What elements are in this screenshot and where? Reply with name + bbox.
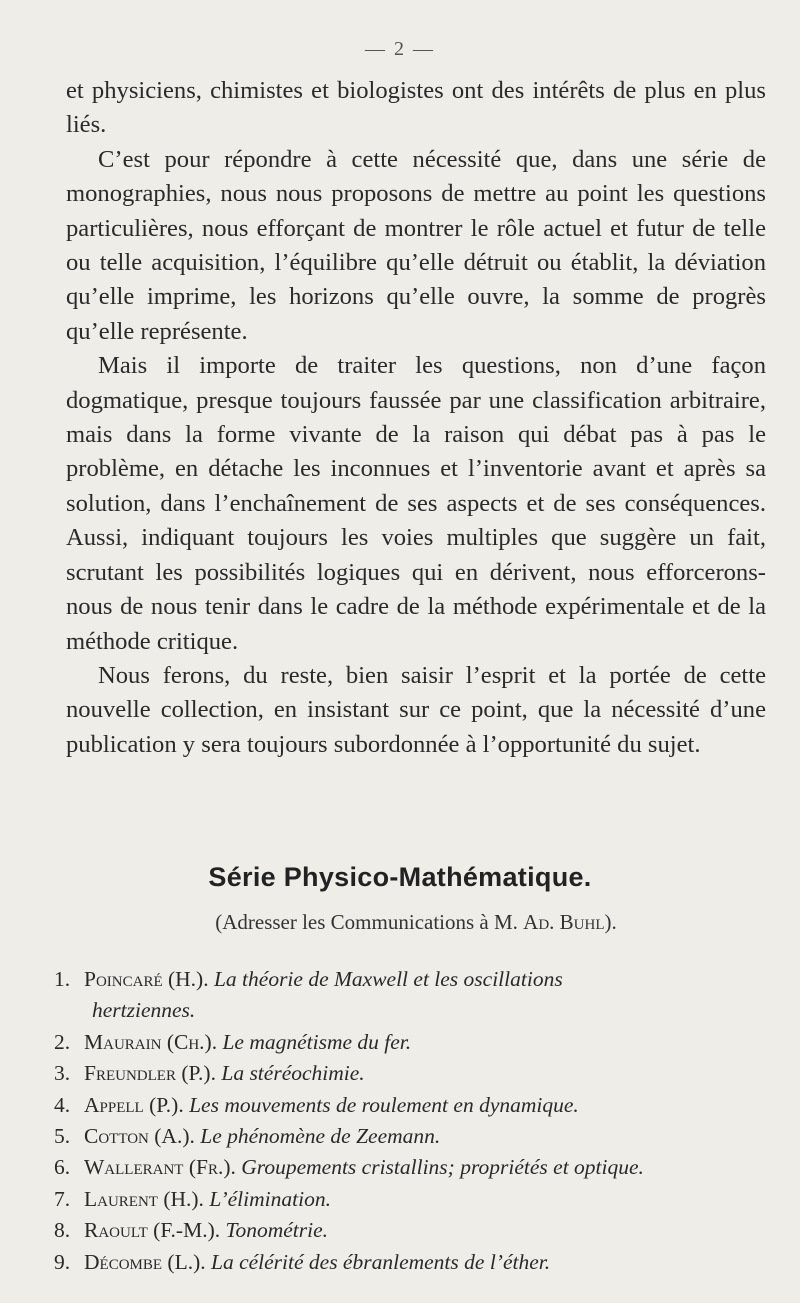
item-number: 9. xyxy=(54,1249,71,1274)
list-item xyxy=(54,1184,774,1215)
item-author: Cotton (A.). xyxy=(84,1124,195,1149)
body-text xyxy=(66,74,766,762)
list-item xyxy=(54,1058,774,1089)
item-title: Tonométrie. xyxy=(225,1218,329,1243)
item-number: 1. xyxy=(54,967,71,991)
paragraph-1: et physiciens, chimistes et biologistes ont des intérêts de plus en plus liés. xyxy=(66,77,766,139)
item-title: Le phénomène de Zeemann. xyxy=(200,1124,441,1149)
series-title: Série Physico-Mathématique. xyxy=(208,862,592,892)
item-title: La stéréochimie. xyxy=(221,1061,365,1086)
item-title: La célérité des ébranlements de l’éther. xyxy=(210,1249,551,1274)
item-title: Groupements cristallins; propriétés et optique. xyxy=(241,1155,644,1180)
item-author: Maurain (Ch.). xyxy=(84,1029,218,1054)
list-item xyxy=(54,1152,774,1183)
list-item xyxy=(54,1121,774,1152)
address-suffix: ). xyxy=(604,910,617,934)
item-number: 8. xyxy=(54,1218,71,1243)
item-title: Le magnétisme du fer. xyxy=(222,1029,412,1054)
item-author: Décombe (L.). xyxy=(84,1249,206,1274)
address-prefix: (Adresser les Communications à M. xyxy=(215,910,524,934)
item-title: La théorie de Maxwell et les oscillations xyxy=(213,967,563,991)
paragraph-2: C’est pour répondre à cette nécessité que, dans une série de monographies, nous nous proposons de mettre au point les questions particulières, nous efforçant de montrer le rôle actuel et futur de telle ou telle acquisition, l’équilibre qu’elle détruit ou établit, la déviation qu’elle imprime, les horizons qu’elle ouvre, la somme de progrès qu’elle représente. xyxy=(66,145,766,345)
list-item xyxy=(54,1090,774,1121)
list-item xyxy=(54,1027,774,1058)
item-author: Appell (P.). xyxy=(84,1092,184,1117)
item-number: 3. xyxy=(54,1061,71,1086)
item-author: Poincaré (H.). xyxy=(84,967,209,991)
item-title: L’élimination. xyxy=(209,1186,331,1211)
paragraph-3: Mais il importe de traiter les questions, non d’une façon dogmatique, presque toujours faussée par une classification arbitraire, mais dans la forme vivante de la raison qui débat pas à pas le problème, en détache les inconnues et l’inventorie avant et après sa solution, dans l’enchaînement de ses aspects et de ses conséquences. Aussi, indiquant toujours les voies multiples que suggère un fait, scrutant les possibilités logiques qui en dérivent, nous efforcerons-nous de nous tenir dans le cadre de la méthode expérimentale et de la méthode critique. xyxy=(66,352,766,655)
series-address-note xyxy=(66,910,766,935)
item-number: 2. xyxy=(54,1029,71,1054)
item-author: Raoult (F.-M.). xyxy=(84,1218,221,1243)
item-title-continuation: hertziennes. xyxy=(92,998,196,1023)
item-title: Les mouvements de roulement en dynamique. xyxy=(189,1092,579,1117)
item-author: Laurent (H.). xyxy=(84,1186,204,1211)
item-number: 4. xyxy=(54,1092,71,1117)
monograph-list xyxy=(54,964,774,1278)
list-item xyxy=(54,964,774,1027)
item-author: Freundler (P.). xyxy=(84,1061,216,1086)
item-number: 5. xyxy=(54,1124,71,1149)
list-item xyxy=(54,1247,774,1278)
item-author: Wallerant (Fr.). xyxy=(84,1155,236,1180)
paragraph-4: Nous ferons, du reste, bien saisir l’esprit et la portée de cette nouvelle collection, en insistant sur ce point, que la nécessité d’une publication y sera toujours subordonnée à l’opportunité du sujet. xyxy=(66,661,766,758)
list-item xyxy=(54,1215,774,1246)
item-number: 6. xyxy=(54,1155,71,1180)
item-number: 7. xyxy=(54,1186,71,1211)
address-name: Ad. Buhl xyxy=(523,910,605,934)
page-number: — 2 — xyxy=(365,38,435,60)
